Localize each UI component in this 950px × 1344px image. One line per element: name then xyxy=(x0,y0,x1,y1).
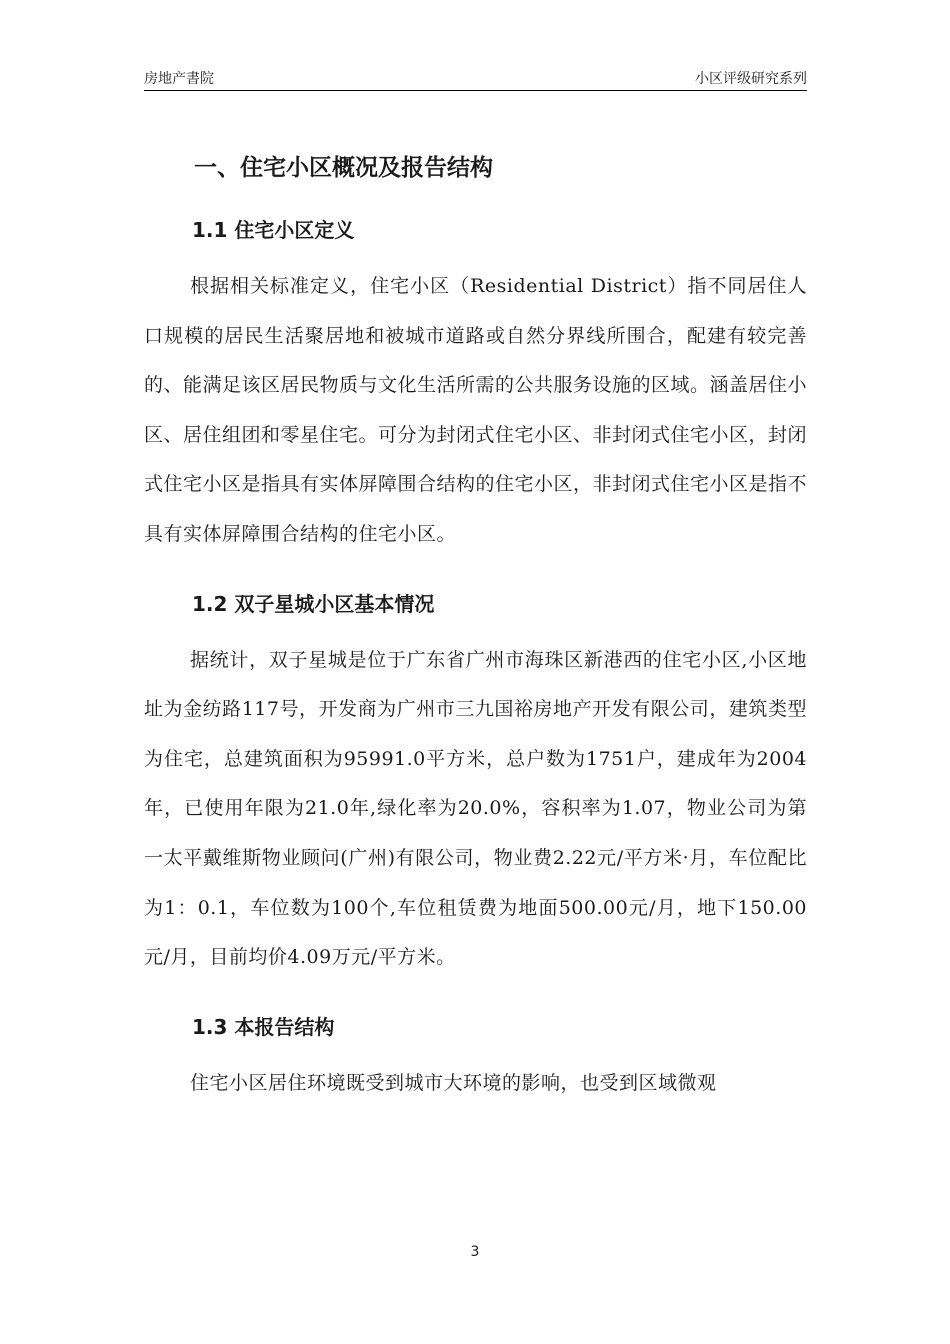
section-heading-1-2: 1.2 双子星城小区基本情况 xyxy=(192,591,435,616)
page-header xyxy=(144,64,807,91)
section-heading-1-3: 1.3 本报告结构 xyxy=(192,1014,335,1039)
section-paragraph-1-2: 据统计，双子星城是位于广东省广州市海珠区新港西的住宅小区,小区地址为金纺路117号，开发商为广州市三九国裕房地产开发有限公司，建筑类型为住宅，总建筑面积为95991.0平方米，总户数为1751户，建成年为2004年，已使用年限为21.0年,绿化率为20.0%，容积率为1.07，物业公司为第一太平戴维斯物业顾问(广州)有限公司，物业费2.22元/平方米·月，车位配比为1：0.1，车位数为100个,车位租赁费为地面500.00元/月，地下150.00元/月，目前均价4.09万元/平方米。 xyxy=(144,648,807,969)
chapter-title: 一、住宅小区概况及报告结构 xyxy=(194,155,493,181)
header-series: 小区评级研究系列 xyxy=(695,71,807,87)
document-body xyxy=(144,140,807,1108)
section-paragraph-1-3: 住宅小区居住环境既受到城市大环境的影响，也受到区域微观 xyxy=(190,1071,717,1094)
section-heading-1-1: 1.1 住宅小区定义 xyxy=(192,218,355,242)
page-number: 3 xyxy=(470,1244,480,1260)
header-publisher: 房地产書院 xyxy=(144,71,214,87)
section-paragraph-1-1: 根据相关标准定义，住宅小区（Residential District）指不同居住人口规模的居民生活聚居地和被城市道路或自然分界线所围合，配建有较完善的、能满足该区居民物质与文化生活所需的公共服务设施的区域。涵盖居住小区、居住组团和零星住宅。可分为封闭式住宅小区、非封闭式住宅小区，封闭式住宅小区是指具有实体屏障围合结构的住宅小区，非封闭式住宅小区是指不具有实体屏障围合结构的住宅小区。 xyxy=(144,275,808,545)
